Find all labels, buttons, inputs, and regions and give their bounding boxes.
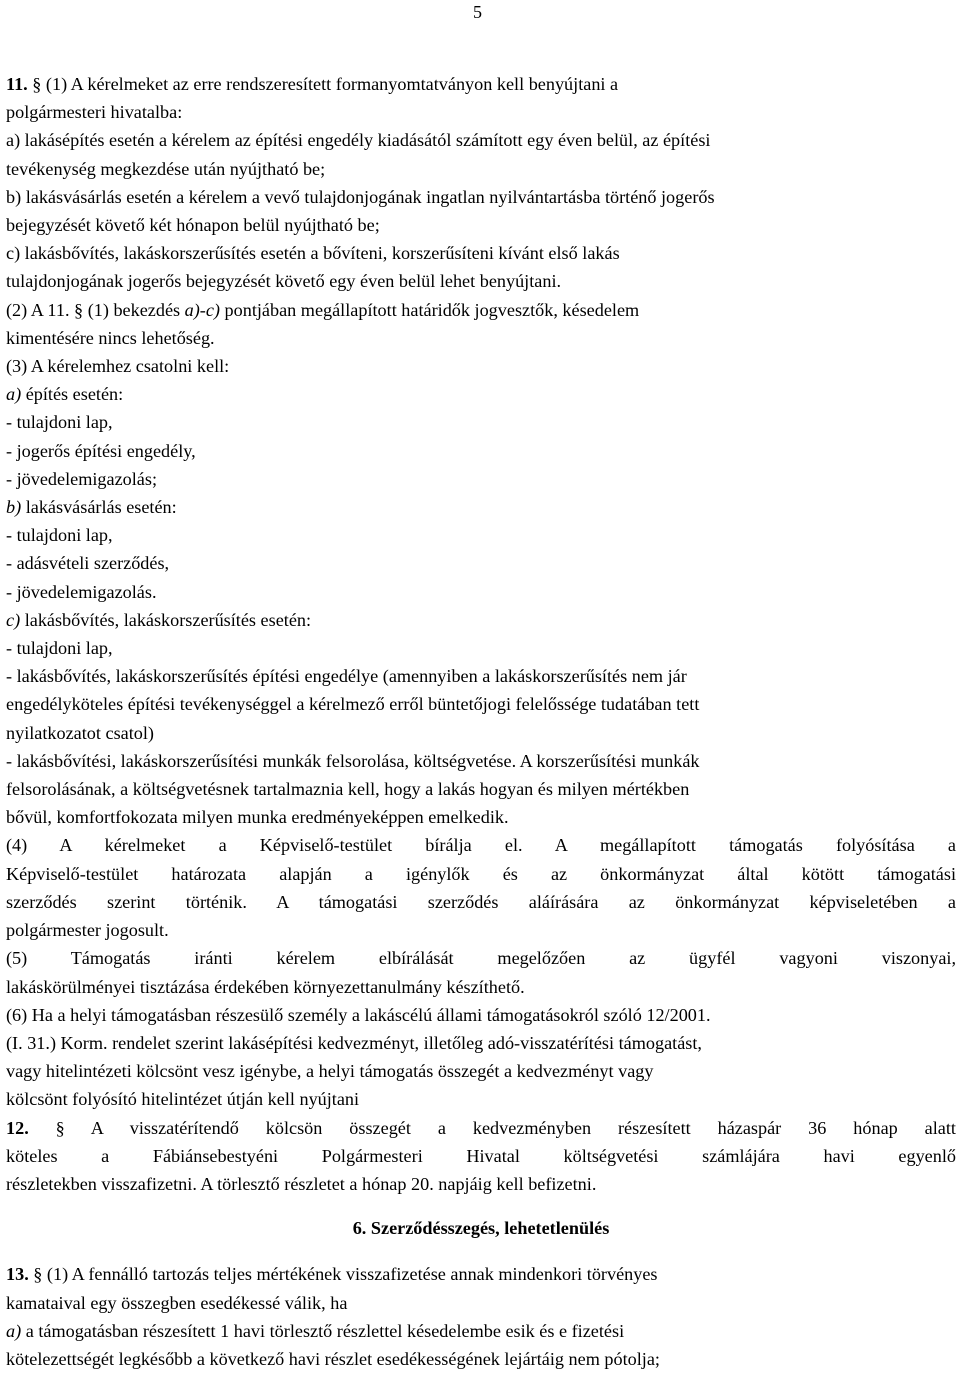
s12-text: A visszatérítendő kölcsön összegét a kedvezményben részesített házaspár 36 hónap alatt (64, 1117, 956, 1138)
s11-line: tevékenység megkezdése után nyújtható be; (6, 158, 326, 179)
list-b-heading (6, 493, 956, 521)
list-a-heading (6, 380, 956, 408)
s11-paragraph-2 (6, 296, 956, 324)
list-item: - jövedelemigazolás. (6, 581, 157, 602)
section-13-line-1 (6, 1260, 956, 1288)
document-body (6, 70, 956, 1373)
s11-paragraph-4: polgármester jogosult. (6, 920, 169, 941)
list-item: bővül, komfortfokozata milyen munka eredményeképpen emelkedik. (6, 807, 509, 828)
s11-paragraph-4: szerződés szerint történik. A támogatási szerződés aláírására az önkormányzat képviseletében a (6, 891, 956, 912)
section-11-number: 11. (6, 74, 28, 94)
s11-line: (3) A kérelemhez csatolni kell: (6, 356, 230, 377)
section-13-number: 13. (6, 1264, 29, 1285)
s11-line: kimentésére nincs lehetőség. (6, 327, 215, 348)
s11-line: b) lakásvásárlás esetén a kérelem a vevő tulajdonjogának ingatlan nyilvántartásba történő jogerős (6, 186, 715, 207)
list-heading-text: lakásbővítés, lakáskorszerűsítés esetén: (20, 609, 312, 630)
list-c-heading (6, 606, 956, 634)
s11-paragraph-6: kölcsönt folyósító hitelintézet útján kell nyújtani (6, 1089, 360, 1110)
list-label: a) (6, 1320, 22, 1341)
list-item: - tulajdoni lap, (6, 525, 113, 546)
s13-line: kamataival egy összegben esedékessé válik, ha (6, 1292, 348, 1313)
chapter-heading: 6. Szerződésszegés, lehetetlenülés (352, 1218, 610, 1239)
s11-paragraph-6: (I. 31.) Korm. rendelet szerint lakásépítési kedvezményt, illetőleg adó-visszatérítési támogatást, (6, 1032, 702, 1053)
section-symbol: § (55, 1117, 65, 1138)
s11-line: polgármesteri hivatalba: (6, 102, 183, 123)
page-number: 5 (473, 2, 482, 22)
list-heading-text: lakásvásárlás esetén: (21, 497, 177, 518)
p2-text: (2) A 11. (6, 299, 75, 320)
list-label: b) (6, 497, 22, 518)
s11-line: a) lakásépítés esetén a kérelem az építési engedély kiadásától számított egy éven belül, az építési (6, 130, 711, 151)
list-label: a) (6, 384, 22, 405)
list-item: - adásvételi szerződés, (6, 553, 170, 574)
list-item: felsorolásának, a költségvetésnek tartalmaznia kell, hogy a lakás hogyan és milyen mértékben (6, 779, 690, 800)
list-label: c) (6, 609, 21, 630)
s11-line: bejegyzését követő két hónapon belül nyújtható be; (6, 215, 380, 236)
s13-text: a támogatásban részesített 1 havi törlesztő részlettel késedelembe esik és e fizetési (21, 1320, 625, 1341)
list-item: - jövedelemigazolás; (6, 468, 157, 489)
section-12-number: 12. (6, 1117, 29, 1138)
list-item: - tulajdoni lap, (6, 638, 113, 659)
list-item: nyilatkozatot csatol) (6, 722, 154, 743)
list-heading-text: építés esetén: (21, 384, 124, 405)
s11-text: (1) A kérelmeket az erre rendszeresített formanyomtatványon kell benyújtani a (41, 74, 619, 94)
s11-line: c) lakásbővítés, lakáskorszerűsítés esetén a bővíteni, korszerűsíteni kívánt első lakás (6, 243, 620, 264)
list-item: engedélyköteles építési tevékenységgel a kérelmező erről büntetőjogi felelőssége tudatában tett (6, 694, 700, 715)
section-symbol: § (33, 1264, 43, 1285)
section-symbol: § (32, 74, 42, 94)
s11-paragraph-5: (5) Támogatás iránti kérelem elbírálását megelőzően az ügyfél vagyoni viszonyai, (6, 948, 956, 969)
s11-paragraph-6: (6) Ha a helyi támogatásban részesülő személy a lakáscélú állami támogatásokról szóló 12/2001. (6, 1004, 711, 1025)
list-item: - jogerős építési engedély, (6, 440, 196, 461)
section-symbol: § (74, 299, 84, 320)
section-11-line-1 (6, 70, 956, 98)
s13-item-a (6, 1317, 956, 1345)
s12-line: részletekben visszafizetni. A törlesztő részletet a hónap 20. napjáig kell befizetni. (6, 1173, 597, 1194)
list-item: - lakásbővítés, lakáskorszerűsítés építési engedélye (amennyiben a lakáskorszerűsítés nem jár (6, 666, 687, 687)
p2-text: (1) bekezdés (83, 299, 185, 320)
s13-line: kötelezettségét legkésőbb a következő havi részlet esedékességének lejártáig nem pótolja; (6, 1348, 660, 1369)
list-item: - tulajdoni lap, (6, 412, 113, 433)
s11-line: tulajdonjogának jogerős bejegyzését követő egy éven belül lehet benyújtani. (6, 271, 562, 292)
s12-line: köteles a Fábiánsebestyéni Polgármesteri Hivatal költségvetési számlájára havi egyenlő (6, 1145, 956, 1166)
p2-text: pontjában megállapított határidők jogvesztők, késedelem (219, 299, 640, 320)
s11-paragraph-6: vagy hitelintézeti kölcsönt vesz igénybe, a helyi támogatás összegét a kedvezményt vagy (6, 1061, 654, 1082)
s11-paragraph-4: (4) A kérelmeket a Képviselő-testület bírálja el. A megállapított támogatás folyósítása a (6, 835, 956, 856)
s11-paragraph-4: Képviselő-testület határozata alapján a igénylők és az önkormányzat által kötött támogatási (6, 863, 956, 884)
s13-text: (1) A fennálló tartozás teljes mértékének visszafizetése annak mindenkori törvényes (42, 1264, 658, 1285)
list-item: - lakásbővítési, lakáskorszerűsítési munkák felsorolása, költségvetése. A korszerűsítési munkák (6, 750, 700, 771)
p2-italic: a)-c) (184, 299, 220, 320)
s11-paragraph-5: lakáskörülményei tisztázása érdekében környezettanulmány készíthető. (6, 976, 525, 997)
section-12-line-1 (6, 1114, 956, 1142)
